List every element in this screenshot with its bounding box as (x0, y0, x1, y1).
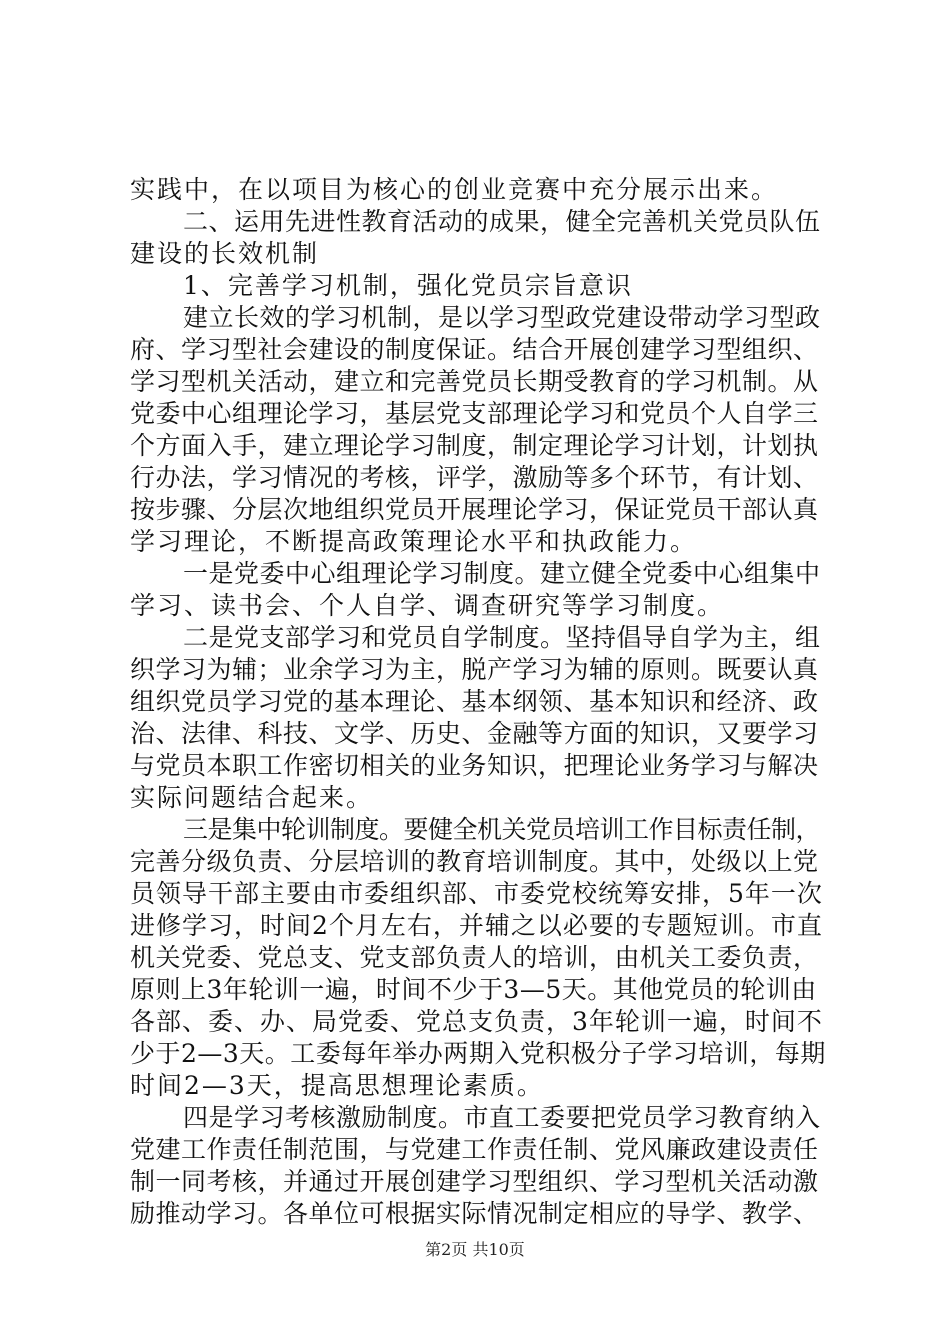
text-line: 时间2—3天，提高思想理论素质。 (130, 1071, 544, 1100)
text-line: 原则上3年轮训一遍，时间不少于3—5天。其他党员的轮训由 (130, 975, 817, 1004)
document-body (130, 174, 830, 1230)
text-line: 实际问题结合起来。 (130, 783, 374, 812)
text-line: 机关党委、党总支、党支部负责人的培训，由机关工委负责， (130, 943, 819, 972)
text-line: 府、学习型社会建设的制度保证。结合开展创建学习型组织、 (130, 335, 819, 364)
text-line: 学习型机关活动，建立和完善党员长期受教育的学习机制。从 (130, 367, 819, 396)
text-line: 学习理论，不断提高政策理论水平和执政能力。 (130, 527, 698, 556)
text-line: 建立长效的学习机制，是以学习型政党建设带动学习型政 (183, 303, 821, 332)
text-line: 少于2—3天。工委每年举办两期入党积极分子学习培训，每期 (130, 1039, 826, 1068)
text-line: 一是党委中心组理论学习制度。建立健全党委中心组集中 (183, 559, 821, 588)
text-line: 按步骤、分层次地组织党员开展理论学习，保证党员干部认真 (130, 495, 819, 524)
text-line: 组织党员学习党的基本理论、基本纲领、基本知识和经济、政 (130, 687, 819, 716)
text-line: 个方面入手，建立理论学习制度，制定理论学习计划，计划执 (130, 431, 819, 460)
text-line: 党建工作责任制范围，与党建工作责任制、党风廉政建设责任 (130, 1135, 819, 1164)
text-line: 行办法，学习情况的考核，评学，激励等多个环节，有计划、 (130, 463, 819, 492)
text-line: 员领导干部主要由市委组织部、市委党校统筹安排，5年一次 (130, 879, 823, 908)
text-line: 四是学习考核激励制度。市直工委要把党员学习教育纳入 (183, 1103, 821, 1132)
text-line: 进修学习，时间2个月左右，并辅之以必要的专题短训。市直 (130, 911, 823, 940)
text-line: 三是集中轮训制度。要健全机关党员培训工作目标责任制， (183, 815, 821, 844)
text-line: 完善分级负责、分层培训的教育培训制度。其中，处级以上党 (130, 847, 819, 876)
text-line: 各部、委、办、局党委、党总支负责，3年轮训一遍，时间不 (130, 1007, 823, 1036)
text-line: 学习、读书会、个人自学、调查研究等学习制度。 (130, 591, 725, 620)
text-line: 二是党支部学习和党员自学制度。坚持倡导自学为主，组 (183, 623, 821, 652)
text-line: 与党员本职工作密切相关的业务知识，把理论业务学习与解决 (130, 751, 819, 780)
text-line: 党委中心组理论学习，基层党支部理论学习和党员个人自学三 (130, 399, 819, 428)
text-line: 治、法律、科技、文学、历史、金融等方面的知识，又要学习 (130, 719, 819, 748)
text-line: 制一同考核，并通过开展创建学习型组织、学习型机关活动激 (130, 1167, 819, 1196)
text-line: 实践中，在以项目为核心的创业竞赛中充分展示出来。 (130, 175, 779, 204)
page-footer: 第2页 共10页 (425, 1240, 525, 1259)
text-line: 建设的长效机制 (130, 239, 320, 268)
text-line: 励推动学习。各单位可根据实际情况制定相应的导学、教学、 (130, 1199, 819, 1228)
text-line: 1、完善学习机制，强化党员宗旨意识 (183, 271, 633, 300)
text-line: 二、运用先进性教育活动的成果，健全完善机关党员队伍 (183, 207, 821, 236)
text-line: 织学习为辅；业余学习为主，脱产学习为辅的原则。既要认真 (130, 655, 819, 684)
